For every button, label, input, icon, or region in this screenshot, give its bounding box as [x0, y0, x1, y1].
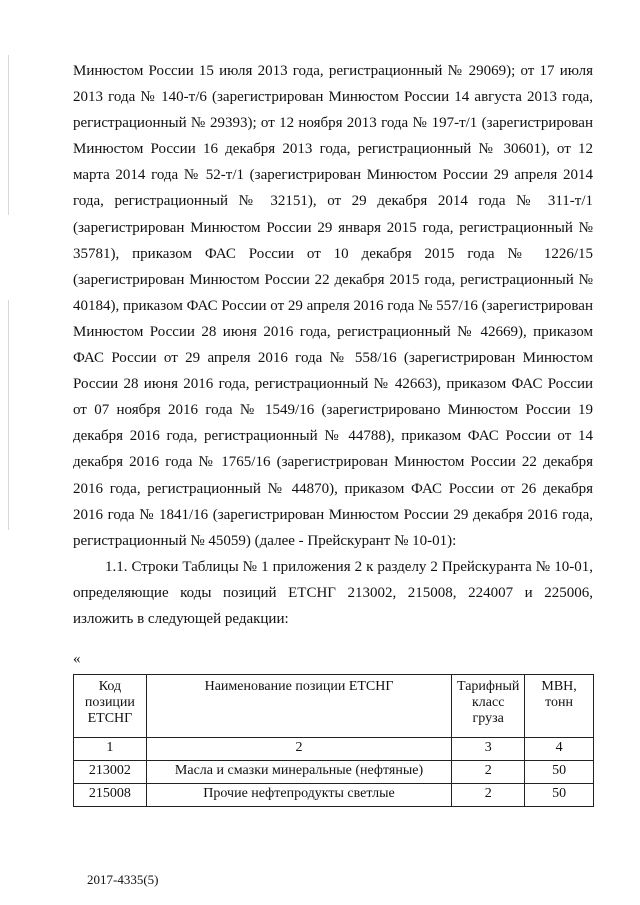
row-tariff-class: 2 [452, 761, 525, 784]
margin-line [8, 55, 9, 215]
header-name: Наименование позиции ЕТСНГ [146, 675, 451, 738]
table-header-row [74, 675, 594, 738]
open-quote: « [73, 651, 81, 667]
body-text [73, 58, 593, 632]
etsng-table [73, 674, 594, 807]
margin-line [8, 300, 9, 530]
row-tariff-class: 2 [452, 784, 525, 807]
table-row [74, 784, 594, 807]
row-mvn: 50 [525, 784, 594, 807]
table-column-numbers-row [74, 738, 594, 761]
table-row [74, 761, 594, 784]
paragraph-2: 1.1. Строки Таблицы № 1 приложения 2 к разделу 2 Прейскуранта № 10-01, определяющие коды позиций ЕТСНГ 213002, 215008, 224007 и 225006, изложить в следующей редакции: [73, 558, 593, 627]
row-name: Прочие нефтепродукты светлые [146, 784, 451, 807]
header-tariff-class: Тарифный класс груза [452, 675, 525, 738]
column-number: 4 [525, 738, 594, 761]
row-code: 213002 [74, 761, 147, 784]
row-name: Масла и смазки минеральные (нефтяные) [146, 761, 451, 784]
column-number: 1 [74, 738, 147, 761]
column-number: 3 [452, 738, 525, 761]
column-number: 2 [146, 738, 451, 761]
paragraph-1: Минюстом России 15 июля 2013 года, регистрационный № 29069); от 17 июля 2013 года № 140-т/6 (зарегистрирован Минюстом России 14 августа 2013 года, регистрационный № 29393); от 12 ноября 2013 года № 197-т/1 (зарегистрирован Минюстом России 16 декабря 2013 года, регистрационный № 30601), от 12 марта 2014 года № 52-т/1 (зарегистрирован Минюстом России 29 апреля 2014 года, регистрационный № 32151), от 29 декабря 2014 года № 311-т/1 (зарегистрирован Минюстом России 29 января 2015 года, регистрационный № 35781), приказом ФАС России от 10 декабря 2015 года № 1226/15 (зарегистрирован Минюстом России 22 декабря 2015 года, регистрационный № 40184), приказом ФАС России от 29 апреля 2016 года № 557/16 (зарегистрирован Минюстом России 28 июня 2016 года, регистрационный № 42669), приказом ФАС России от 29 апреля 2016 года № 558/16 (зарегистрирован Минюстом России 28 июня 2016 года, регистрационный № 42663), приказом ФАС России от 07 ноября 2016 года № 1549/16 (зарегистрировано Минюстом России 19 декабря 2016 года, регистрационный № 44788), приказом ФАС России от 14 декабря 2016 года № 1765/16 (зарегистрирован Минюстом России 22 декабря 2016 года, регистрационный № 44870), приказом ФАС России от 26 декабря 2016 года № 1841/16 (зарегистрирован Минюстом России 29 декабря 2016 года, регистрационный № 45059) (далее - Прейскурант № 10-01): [73, 63, 593, 549]
footer-document-code: 2017-4335(5) [87, 872, 159, 887]
row-mvn: 50 [525, 761, 594, 784]
row-code: 215008 [74, 784, 147, 807]
header-code: Код позиции ЕТСНГ [74, 675, 147, 738]
header-mvn: МВН, тонн [525, 675, 594, 738]
